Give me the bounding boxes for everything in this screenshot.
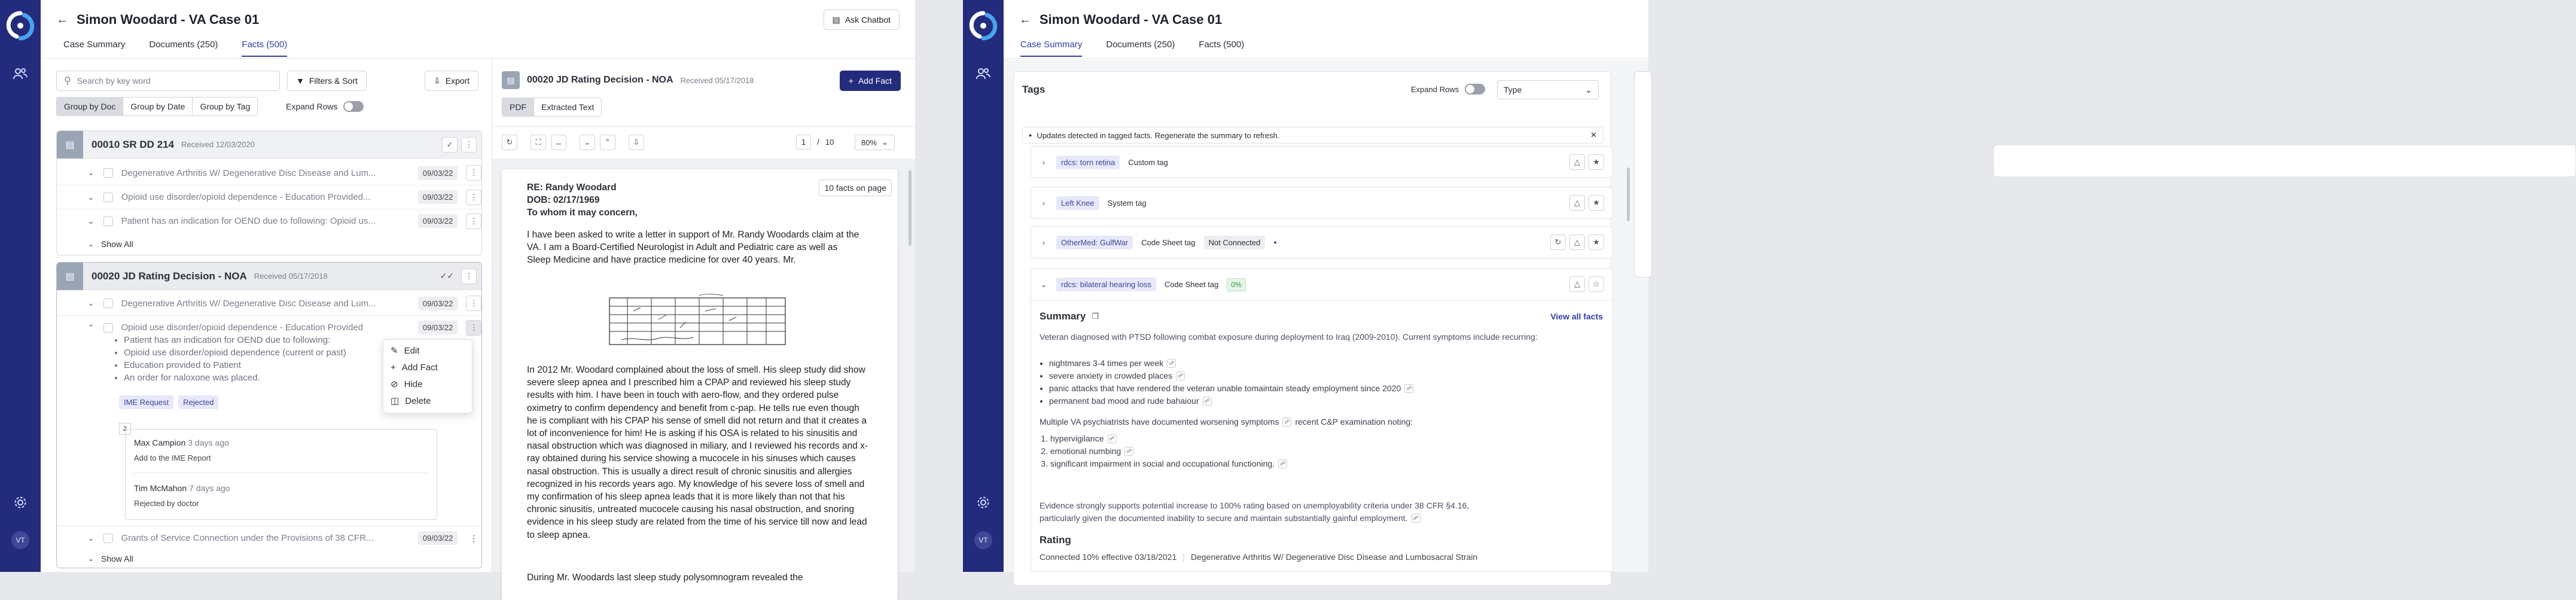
search-input[interactable] bbox=[56, 71, 280, 91]
left-app-window bbox=[0, 0, 915, 583]
letter-paragraph: In 2012 Mr. Woodard complained about the loss of smell. His sleep study did show severe sleep apnea and I prescribed him a CPAP and reviewed his sleep study results with him. I have been in touch with aero-flow, and they ordered pulse oximetry to confirm dependency and benefit from c-pap. He tells rue even though he is compliant with his CPAP his sense of smell did not return and that it creates a lot of inconvenience for him! He is asking if his OSA is related to his sinusitis and nasal obstruction which was diagnosed in miliary, and I reviewed his records and x-ray obtained during his service showing a mucocele in his sinuses which causes nasal obstruction. This is usually a direct result of chronic sinusitis and allergies recognized in his records years ago. My knowledge of his severe loss of smell and my confirmation of his sleep apnea leads that it is more likely than not that his chronic sinusitis, untreated mucocele causing his nasal obstruction, and snoring evidence in his sleep study are related from the time of his service till now and lead to sleep apnea. bbox=[527, 365, 868, 540]
link-icon[interactable]: ☍ bbox=[1282, 418, 1291, 427]
link-icon[interactable]: ☍ bbox=[1167, 359, 1176, 368]
rating-value: Connected 10% effective 03/18/2021 bbox=[1039, 552, 1177, 562]
page-total: 10 bbox=[825, 138, 834, 147]
finding-item bbox=[1050, 445, 1287, 458]
tab-documents[interactable]: Documents (250) bbox=[1106, 39, 1175, 50]
star-outline-icon[interactable]: ☆ bbox=[1589, 276, 1604, 292]
fact-date: 09/03/22 bbox=[418, 190, 458, 204]
fact-text: Grants of Service Connection under the Provisions of 38 CFR... bbox=[121, 533, 374, 543]
evidence-text: particularly given the documented inability to secure and maintain substantially gainful employment. bbox=[1039, 513, 1408, 523]
refresh-icon[interactable]: ↻ bbox=[1550, 234, 1566, 250]
page-separator: / bbox=[817, 138, 819, 147]
row-checkbox[interactable] bbox=[103, 193, 113, 202]
row-checkbox[interactable] bbox=[103, 299, 113, 308]
percent-badge: 0% bbox=[1227, 278, 1245, 291]
zoom-value: 80% bbox=[861, 138, 877, 147]
document-icon: ▤ bbox=[502, 71, 520, 89]
tag-chip: rdcs: torn retina bbox=[1056, 156, 1120, 169]
tab-case-summary[interactable]: Case Summary bbox=[63, 39, 126, 50]
notice-text: Updates detected in tagged facts. Regenerate the summary to refresh. bbox=[1037, 130, 1280, 140]
toolbar-divider bbox=[492, 126, 915, 127]
row-checkbox[interactable] bbox=[103, 534, 113, 543]
pdf-canvas bbox=[492, 159, 915, 583]
symptom-list bbox=[1049, 357, 1413, 407]
app-logo-icon bbox=[7, 11, 33, 41]
fact-row[interactable] bbox=[57, 526, 481, 550]
rating-description: Degenerative Arthritis W/ Degenerative Disc Disease and Lumbosacral Strain bbox=[1191, 552, 1478, 562]
group-title: 00020 JD Rating Decision - NOA bbox=[92, 270, 247, 282]
fit-page-icon[interactable]: ⛶ bbox=[531, 135, 546, 150]
group-received: Received 12/03/2020 bbox=[181, 140, 255, 149]
group-title: 00010 SR DD 214 bbox=[92, 138, 174, 150]
expand-rows-label: Expand Rows bbox=[286, 102, 338, 111]
comment-text: Rejected by doctor bbox=[134, 499, 199, 508]
thumbs-up-icon[interactable]: △ bbox=[1569, 234, 1585, 250]
chevron-right-icon[interactable]: › bbox=[1042, 157, 1045, 167]
settings-gear-icon[interactable] bbox=[977, 496, 990, 512]
psychiatrists-text: Multiple VA psychiatrists have documented worsening symptoms bbox=[1039, 417, 1279, 427]
group-by-segmented bbox=[56, 97, 258, 116]
link-icon[interactable]: ☍ bbox=[1412, 514, 1420, 523]
symptom-item bbox=[1049, 395, 1413, 407]
chevron-up-icon[interactable]: ⌃ bbox=[87, 322, 94, 332]
pencil-icon: ✎ bbox=[391, 346, 398, 356]
add-fact-label: Add Fact bbox=[858, 76, 892, 86]
ask-chatbot-label: Ask Chatbot bbox=[845, 15, 891, 25]
nav-rail bbox=[963, 0, 1004, 572]
fact-detail-item: • Patient has an indication for OEND due to following: bbox=[124, 334, 346, 346]
tag-kind: System tag bbox=[1107, 198, 1147, 208]
show-all-label: Show All bbox=[101, 239, 133, 249]
group-by-doc-button[interactable]: Group by Doc bbox=[57, 97, 123, 116]
chevron-down-icon[interactable]: ⌄ bbox=[87, 533, 94, 543]
link-icon[interactable]: ☍ bbox=[1176, 371, 1185, 380]
export-label: Export bbox=[445, 76, 470, 86]
fact-date: 09/03/22 bbox=[418, 321, 458, 334]
zoom-select[interactable] bbox=[855, 135, 895, 150]
fact-detail-item: • An order for naloxone was placed. bbox=[124, 371, 346, 384]
chevron-down-icon[interactable]: ⌄ bbox=[87, 192, 94, 202]
eye-off-icon: ⊘ bbox=[391, 379, 398, 389]
tag-row[interactable] bbox=[1031, 146, 1613, 178]
row-checkbox[interactable] bbox=[103, 323, 113, 333]
finding-text: 2. emotional numbing bbox=[1050, 446, 1121, 456]
close-icon[interactable]: ✕ bbox=[1590, 130, 1597, 139]
finding-item bbox=[1050, 433, 1287, 445]
facts-column bbox=[41, 59, 492, 572]
plus-icon: + bbox=[391, 362, 396, 373]
expand-rows-label: Expand Rows bbox=[1411, 84, 1459, 94]
more-icon[interactable]: ⋮ bbox=[466, 214, 481, 229]
fact-row[interactable] bbox=[57, 291, 481, 315]
symptom-text: • nightmares 3-4 times per week bbox=[1049, 358, 1164, 368]
symptom-item bbox=[1049, 370, 1413, 382]
menu-item-edit[interactable] bbox=[383, 342, 472, 359]
tag-chip: OtherMed: GulfWar bbox=[1056, 236, 1133, 249]
show-all-link[interactable] bbox=[87, 550, 133, 568]
chevron-down-icon[interactable]: ⌄ bbox=[87, 168, 94, 177]
rotate-icon[interactable]: ↻ bbox=[502, 135, 517, 150]
type-select-value: Type bbox=[1504, 85, 1522, 95]
show-all-link[interactable] bbox=[87, 235, 133, 253]
chevron-down-icon[interactable]: ⌄ bbox=[1040, 279, 1047, 289]
comment-text: Add to the IME Report bbox=[134, 453, 211, 462]
rejected-badge[interactable]: Rejected bbox=[178, 395, 218, 409]
comments-box bbox=[125, 429, 437, 520]
summary-intro: Veteran diagnosed with PTSD following combat exposure during deployment to Iraq (2009-2010). Current symptoms include recurring: bbox=[1039, 332, 1538, 342]
letter-re-line: RE: Randy Woodard bbox=[527, 182, 617, 193]
status-dot-icon: ● bbox=[1273, 239, 1277, 245]
header bbox=[1004, 0, 1648, 59]
trash-icon: ◫ bbox=[391, 396, 400, 406]
fact-row[interactable] bbox=[57, 209, 481, 233]
header bbox=[41, 0, 915, 59]
finding-text: 1. hypervigilance bbox=[1050, 434, 1104, 443]
comment-author: Tim McMahon bbox=[134, 483, 187, 493]
fact-text: Patient has an indication for OEND due to following: Opioid us... bbox=[121, 216, 376, 226]
exam-findings-list bbox=[1050, 433, 1287, 470]
menu-label: Delete bbox=[405, 395, 431, 406]
fact-row[interactable] bbox=[57, 161, 481, 185]
filters-label: Filters & Sort bbox=[309, 76, 358, 86]
fact-text: Opioid use disorder/opioid dependence - Education Provided bbox=[121, 322, 363, 333]
menu-item-hide[interactable] bbox=[383, 376, 472, 392]
letter-paragraph: I have been asked to write a letter in support of Mr. Randy Woodards claim at the VA. I am a Board-Certified Neurologist in Adult and Pediatric care as well as Sleep Medicine and have practice medicine for over 40 years. Mr. bbox=[527, 230, 859, 266]
expanded-tag bbox=[1031, 268, 1613, 572]
fact-text: Degenerative Arthritis W/ Degenerative Disc Disease and Lum... bbox=[121, 167, 376, 178]
pdf-page bbox=[502, 169, 898, 600]
chevron-down-icon: ⌄ bbox=[87, 554, 94, 563]
add-fact-button[interactable] bbox=[840, 71, 901, 91]
menu-label: Edit bbox=[404, 345, 420, 356]
fit-width-icon[interactable]: ↔ bbox=[551, 135, 566, 150]
group-by-date-button[interactable]: Group by Date bbox=[123, 97, 192, 116]
tab-documents[interactable]: Documents (250) bbox=[149, 39, 218, 50]
chevron-right-icon[interactable]: › bbox=[1042, 198, 1045, 208]
row-checkbox[interactable] bbox=[103, 217, 113, 226]
chevron-down-icon[interactable]: ⌄ bbox=[580, 135, 595, 150]
chevron-down-icon: ⌄ bbox=[1585, 84, 1592, 95]
tag-row[interactable] bbox=[1993, 145, 2576, 177]
download-icon[interactable]: ⇩ bbox=[629, 135, 644, 150]
finding-item bbox=[1050, 458, 1287, 470]
chevron-down-icon: ⌄ bbox=[882, 138, 888, 147]
fact-text: Opioid use disorder/opioid dependence - Education Provided... bbox=[121, 192, 371, 202]
fact-date: 09/03/22 bbox=[418, 166, 458, 180]
search-icon: ⚲ bbox=[64, 76, 71, 86]
tag-row[interactable] bbox=[1031, 269, 1612, 301]
document-viewer bbox=[492, 59, 915, 583]
symptom-text: • severe anxiety in crowded places bbox=[1049, 371, 1173, 380]
double-check-icon[interactable]: ✓✓ bbox=[440, 271, 454, 281]
viewer-received: Received 05/17/2018 bbox=[680, 75, 754, 85]
copy-icon[interactable]: ❐ bbox=[1092, 312, 1099, 321]
users-icon[interactable] bbox=[975, 67, 991, 83]
separator: | bbox=[1182, 552, 1185, 562]
side-card bbox=[1634, 71, 1652, 278]
tab-facts[interactable]: Facts (500) bbox=[1199, 39, 1245, 50]
more-icon[interactable]: ⋮ bbox=[469, 533, 478, 544]
more-icon[interactable]: ⋮ bbox=[461, 269, 477, 284]
cp-exam-text: recent C&P examination noting: bbox=[1295, 417, 1413, 427]
page-number-input[interactable]: 1 bbox=[796, 135, 811, 150]
pdf-tab[interactable]: PDF bbox=[502, 98, 534, 117]
more-icon[interactable]: ⋮ bbox=[466, 296, 481, 311]
facts-on-page-badge[interactable]: 10 facts on page bbox=[819, 179, 892, 196]
comment-author: Max Campion bbox=[134, 438, 186, 447]
fact-date: 09/03/22 bbox=[418, 297, 458, 310]
ime-request-badge[interactable]: IME Request bbox=[119, 395, 173, 409]
chevron-down-icon: ⌄ bbox=[87, 239, 94, 248]
menu-item-add-fact[interactable] bbox=[383, 359, 472, 376]
star-filled-icon[interactable]: ★ bbox=[1589, 154, 1604, 170]
export-button[interactable] bbox=[425, 71, 478, 91]
menu-label: Add Fact bbox=[401, 362, 438, 373]
menu-item-delete[interactable] bbox=[383, 392, 472, 409]
search-placeholder: Search by key word bbox=[77, 76, 151, 86]
expand-rows-toggle[interactable] bbox=[343, 101, 364, 112]
download-icon: ⇩ bbox=[434, 75, 441, 86]
not-connected-badge: Not Connected bbox=[1204, 236, 1266, 249]
tag-row[interactable] bbox=[1031, 187, 1613, 219]
symptom-text: • panic attacks that have rendered the veteran unable tomaintain steady employment since 2020 bbox=[1049, 383, 1401, 393]
tag-kind: Code Sheet tag bbox=[1164, 280, 1219, 289]
page-title: Simon Woodard - VA Case 01 bbox=[77, 12, 260, 27]
comment-time: 7 days ago bbox=[189, 483, 230, 493]
tag-chip: Left Knee bbox=[1056, 196, 1099, 210]
fact-detail-item: • Opioid use disorder/opioid dependence (current or past) bbox=[124, 346, 346, 359]
group-received: Received 05/17/2018 bbox=[254, 272, 328, 281]
nav-rail bbox=[0, 0, 41, 572]
dot-icon: ● bbox=[1029, 132, 1032, 138]
ask-chatbot-button[interactable] bbox=[824, 10, 900, 30]
tag-chip: rdcs: bilateral hearing loss bbox=[1056, 278, 1156, 291]
plus-icon: + bbox=[848, 76, 853, 86]
chevron-down-icon[interactable]: ⌄ bbox=[87, 216, 94, 226]
fact-date: 09/03/22 bbox=[418, 214, 458, 228]
scrollbar[interactable] bbox=[909, 170, 911, 246]
chevron-up-icon[interactable]: ⌃ bbox=[600, 135, 615, 150]
viewer-doc-title: 00020 JD Rating Decision - NOA bbox=[527, 75, 673, 85]
row-checkbox[interactable] bbox=[103, 168, 113, 178]
link-icon[interactable]: ☍ bbox=[1108, 434, 1117, 443]
user-avatar[interactable]: VT bbox=[11, 531, 29, 549]
group-by-tag-button[interactable]: Group by Tag bbox=[192, 97, 257, 116]
document-icon: ▤ bbox=[57, 131, 83, 159]
chevron-right-icon[interactable]: › bbox=[1042, 237, 1045, 247]
filters-sort-button[interactable] bbox=[287, 71, 367, 91]
fact-detail-item: • Education provided to Patient bbox=[124, 359, 346, 371]
page-title: Simon Woodard - VA Case 01 bbox=[1039, 12, 1223, 27]
scanned-form-image bbox=[609, 293, 785, 349]
letter-dob-line: DOB: 02/17/1969 bbox=[527, 195, 600, 205]
chevron-down-icon[interactable]: ⌄ bbox=[87, 299, 94, 307]
comment-count-badge: 2 bbox=[119, 423, 131, 435]
link-icon[interactable]: ☍ bbox=[1124, 447, 1133, 456]
link-icon[interactable]: ☍ bbox=[1203, 397, 1212, 406]
thumbs-up-icon[interactable]: △ bbox=[1569, 154, 1585, 170]
scrollbar[interactable] bbox=[1627, 167, 1630, 221]
letter-salutation: To whom it may concern, bbox=[527, 208, 638, 218]
link-icon[interactable]: ☍ bbox=[1404, 384, 1413, 393]
type-select[interactable] bbox=[1497, 80, 1599, 99]
more-icon[interactable]: ⋮ bbox=[461, 137, 477, 153]
tag-row[interactable] bbox=[1031, 226, 1613, 258]
tab-facts[interactable]: Facts (500) bbox=[242, 39, 287, 57]
doc-group bbox=[56, 262, 482, 568]
settings-gear-icon[interactable] bbox=[14, 496, 27, 512]
star-filled-icon[interactable]: ★ bbox=[1589, 234, 1604, 250]
doc-group bbox=[56, 130, 482, 255]
thumbs-up-icon[interactable]: △ bbox=[1569, 276, 1585, 292]
more-icon[interactable]: ⋮ bbox=[466, 190, 481, 205]
robot-icon: ▤ bbox=[832, 14, 840, 25]
fact-row[interactable] bbox=[57, 185, 481, 209]
star-filled-icon[interactable]: ★ bbox=[1589, 195, 1604, 211]
fact-context-menu bbox=[383, 339, 472, 413]
refresh-notice bbox=[1022, 127, 1603, 144]
user-avatar[interactable]: VT bbox=[974, 531, 992, 549]
filter-icon: ▼ bbox=[296, 76, 304, 86]
menu-label: Hide bbox=[404, 379, 423, 389]
evidence-text: Evidence strongly supports potential increase to 100% rating based on unemployability criteria under 38 CFR §4.16, bbox=[1039, 501, 1470, 510]
back-arrow-icon[interactable]: ← bbox=[1019, 13, 1031, 26]
symptom-item bbox=[1049, 382, 1413, 395]
show-all-label: Show All bbox=[101, 554, 133, 564]
more-icon[interactable]: ⋮ bbox=[466, 320, 481, 336]
rating-heading: Rating bbox=[1039, 534, 1071, 546]
tag-kind: Custom tag bbox=[1128, 157, 1168, 167]
link-icon[interactable]: ☍ bbox=[1278, 459, 1287, 468]
tab-case-summary[interactable]: Case Summary bbox=[1020, 39, 1082, 57]
users-icon[interactable] bbox=[13, 67, 28, 83]
comment-time: 3 days ago bbox=[188, 438, 229, 447]
view-all-facts-link[interactable]: View all facts bbox=[1550, 312, 1603, 321]
fact-date: 09/03/22 bbox=[418, 531, 458, 545]
expand-rows-toggle[interactable] bbox=[1465, 84, 1485, 95]
fact-text: Degenerative Arthritis W/ Degenerative Disc Disease and Lum... bbox=[121, 298, 376, 309]
letter-paragraph: During Mr. Woodards last sleep study polysomnogram revealed the bbox=[527, 572, 803, 583]
back-arrow-icon[interactable]: ← bbox=[56, 13, 68, 26]
extracted-text-tab[interactable]: Extracted Text bbox=[534, 98, 601, 117]
thumbs-up-icon[interactable]: △ bbox=[1569, 195, 1585, 211]
more-icon[interactable]: ⋮ bbox=[466, 165, 481, 181]
tag-kind: Code Sheet tag bbox=[1141, 237, 1196, 247]
document-icon: ▤ bbox=[57, 263, 83, 290]
tags-title: Tags bbox=[1022, 84, 1045, 95]
fact-detail-list bbox=[114, 334, 346, 384]
symptom-text: • permanent bad mood and rude bahaiour bbox=[1049, 396, 1199, 406]
check-icon[interactable]: ✓ bbox=[442, 137, 458, 153]
summary-heading: Summary bbox=[1039, 310, 1086, 322]
app-logo-icon bbox=[970, 11, 996, 41]
symptom-item bbox=[1049, 357, 1413, 370]
finding-text: 3. significant impairment in social and occupational functioning. bbox=[1050, 459, 1275, 468]
